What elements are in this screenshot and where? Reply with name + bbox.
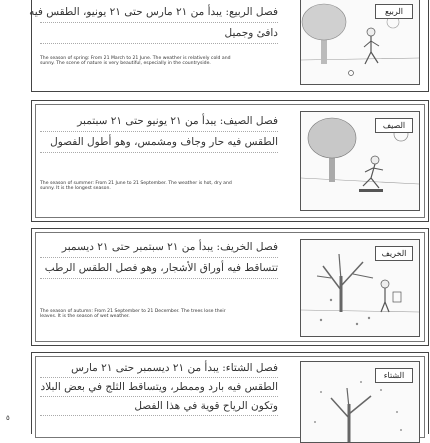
season-panel-winter — [31, 352, 429, 434]
autumn-arabic-line-1: فصل الخريف: يبدأ من ٢١ سبتمبر حتى ٢١ ديسمبر — [40, 237, 278, 258]
spring-illustration — [300, 0, 420, 85]
autumn-illustration — [300, 239, 420, 337]
season-panel-autumn — [31, 228, 429, 346]
season-panel-summer — [31, 100, 429, 222]
spring-arabic-line-2: دافئ وجميل — [40, 23, 278, 44]
spring-season-label: الربيع — [375, 4, 413, 19]
summer-arabic-line-1: فصل الصيف: يبدأ من ٢١ يونيو حتى ٢١ سبتمبر — [40, 111, 278, 132]
autumn-arabic-text — [40, 237, 278, 279]
summer-english-text: The season of summer: From 21 June to 21 September. The weather is hot, dry and sunny. It is the longest season. — [40, 181, 232, 192]
winter-arabic-line-1: فصل الشتاء: يبدأ من ٢١ ديسمبر حتى ٢١ مارس — [40, 359, 278, 378]
autumn-english-text: The season of autumn: From 21 September to 21 December. The trees lose their leaves. It is the season of wet weather. — [40, 309, 226, 320]
winter-arabic-line-2: الطقس فيه بارد وممطر، ويتساقط الثلج في بعض البلاد — [40, 378, 278, 397]
summer-season-label: الصيف — [375, 118, 413, 133]
winter-illustration — [300, 361, 420, 443]
summer-illustration — [300, 111, 420, 211]
season-panel-spring — [31, 0, 429, 92]
summer-arabic-text — [40, 111, 278, 153]
autumn-season-label: الخريف — [375, 246, 413, 261]
spring-arabic-text — [29, 2, 278, 44]
spring-arabic-line-1: فصل الربيع: يبدأ من ٢١ مارس حتى ٢١ يونيو، الطقس فيه — [40, 2, 278, 23]
winter-arabic-line-3: وتكون الرياح قوية في هذا الفصل — [40, 397, 278, 416]
winter-arabic-text — [40, 359, 278, 416]
autumn-arabic-line-2: تتساقط فيه أوراق الأشجار، وهو فصل الطقس الرطب — [40, 258, 278, 279]
page-number: ٥ — [6, 414, 10, 422]
spring-english-text: The season of spring: From 21 March to 21 June. The weather is relatively cold and sunny. The scene of nature is very beautiful, especially in the countryside. — [40, 56, 231, 67]
winter-season-label: الشتاء — [375, 368, 413, 383]
summer-arabic-line-2: الطقس فيه حار وجاف ومشمس، وهو أطول الفصول — [40, 132, 278, 153]
